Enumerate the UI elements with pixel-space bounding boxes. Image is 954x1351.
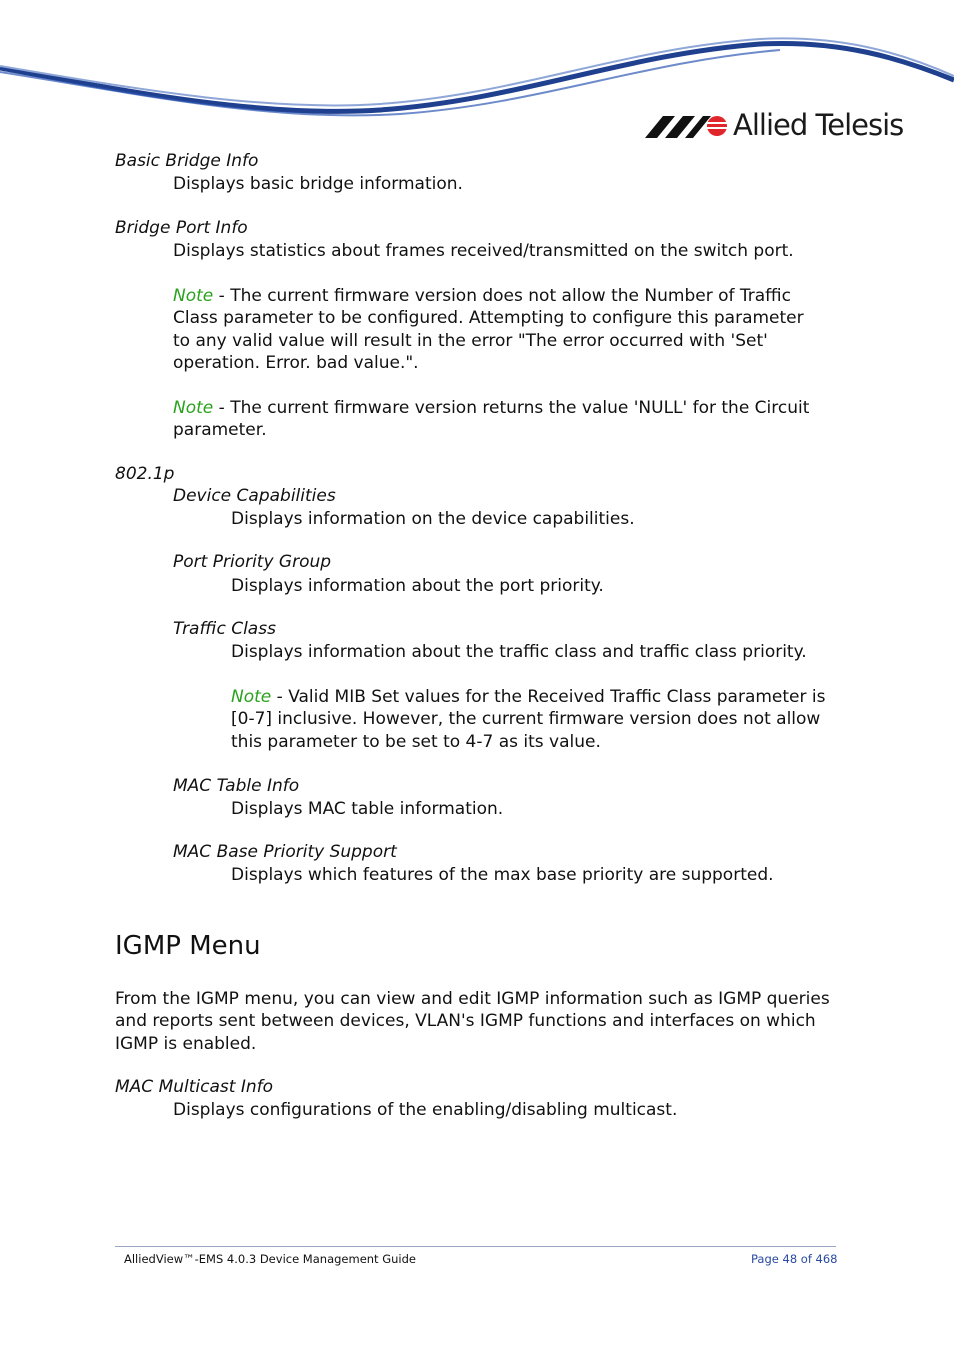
note-text: - The current firmware version does not allow the Number of Traffic Class parameter to be configured. Attempting to configure this parameter to any valid value will result in the error "The error occurred with 'Set' operation. Error. bad value.". — [173, 286, 804, 374]
term-port-priority-group: Port Priority Group — [173, 552, 332, 572]
logo-text: Allied Telesis — [733, 108, 904, 142]
desc-basic-bridge-info: Displays basic bridge information. — [173, 174, 463, 194]
term-basic-bridge-info: Basic Bridge Info — [115, 151, 259, 171]
note-traffic-class-values — [231, 686, 831, 753]
desc-mac-multicast-info: Displays configurations of the enabling/disabling multicast. — [173, 1100, 678, 1120]
logo-mark-icon — [645, 110, 729, 142]
term-mac-table-info: MAC Table Info — [173, 776, 300, 796]
note-label: Note — [173, 286, 214, 306]
note-text: - The current firmware version returns the value 'NULL' for the Circuit parameter. — [173, 398, 810, 441]
desc-mac-base-priority: Displays which features of the max base priority are supported. — [231, 865, 774, 885]
heading-igmp-menu: IGMP Menu — [115, 931, 261, 961]
term-mac-base-priority: MAC Base Priority Support — [173, 842, 397, 862]
note-label: Note — [173, 398, 214, 418]
term-802-1p: 802.1p — [115, 464, 175, 484]
footer-page-number: Page 48 of 468 — [751, 1252, 838, 1266]
term-device-capabilities: Device Capabilities — [173, 486, 336, 506]
igmp-intro: From the IGMP menu, you can view and edit IGMP information such as IGMP queries and reports sent between devices, VLAN's IGMP functions and interfaces on which IGMP is enabled. — [115, 989, 830, 1054]
term-bridge-port-info: Bridge Port Info — [115, 218, 248, 238]
term-traffic-class: Traffic Class — [173, 619, 276, 639]
term-mac-multicast-info: MAC Multicast Info — [115, 1077, 273, 1097]
note-traffic-class-config — [173, 285, 818, 375]
desc-device-capabilities: Displays information on the device capabilities. — [231, 509, 635, 529]
footer-doc-title: AlliedView™-EMS 4.0.3 Device Management Guide — [124, 1252, 416, 1266]
desc-traffic-class: Displays information about the traffic class and traffic class priority. — [231, 642, 807, 662]
allied-telesis-logo — [645, 110, 905, 146]
note-circuit-null — [173, 397, 818, 442]
note-text: - Valid MIB Set values for the Received Traffic Class parameter is [0-7] inclusive. However, the current firmware version does not allow this parameter to be set to 4-7 as its value. — [231, 687, 826, 752]
footer-divider — [115, 1246, 836, 1247]
desc-port-priority-group: Displays information about the port priority. — [231, 576, 604, 596]
desc-mac-table-info: Displays MAC table information. — [231, 799, 504, 819]
desc-bridge-port-info: Displays statistics about frames received/transmitted on the switch port. — [173, 241, 794, 261]
note-label: Note — [231, 687, 272, 707]
